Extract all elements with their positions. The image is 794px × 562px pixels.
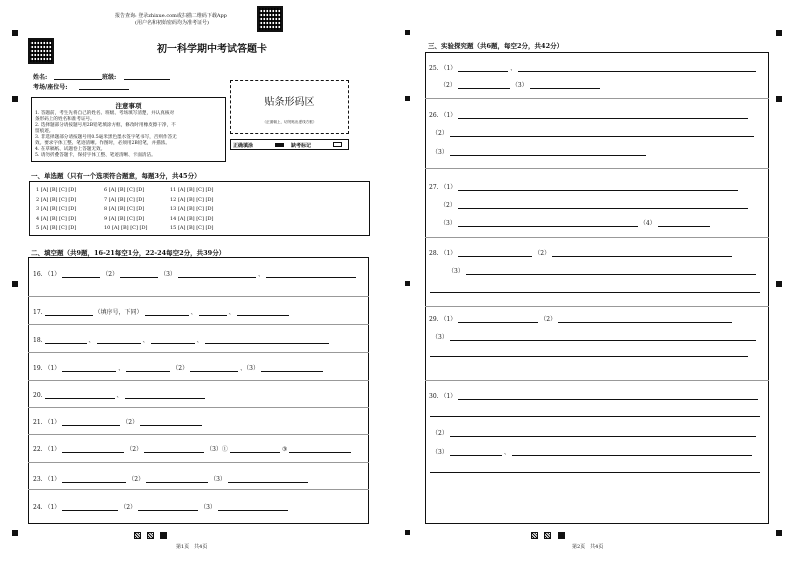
q16-part3: （3） (160, 271, 176, 278)
answer-field[interactable] (45, 391, 115, 399)
q23-label: 23. （1） (33, 476, 61, 483)
question-23 (33, 474, 310, 483)
name-label: 姓名: (33, 74, 48, 81)
answer-field[interactable] (120, 270, 158, 278)
question-17 (33, 307, 291, 316)
answer-field[interactable] (458, 201, 748, 209)
answer-field[interactable] (450, 448, 502, 456)
q18-label: 18. (33, 337, 43, 344)
q22-part2: （2） (126, 446, 143, 453)
q25-sep: 、 (510, 65, 517, 72)
answer-field[interactable] (45, 308, 93, 316)
timing-box (134, 532, 141, 539)
q29-label: 29. （1） (429, 316, 457, 323)
choice-item[interactable]: 2 [A] [B] [C] [D] (36, 196, 77, 203)
report-query-text: 报告查询: 登录zhixue.com或扫描二维码下载App (115, 13, 227, 19)
notice-line: 留痕迹。 (35, 129, 54, 134)
answer-field[interactable] (289, 445, 351, 453)
answer-field[interactable] (178, 270, 256, 278)
notice-line: 效。要求字体工整、笔迹清晰。作图时，必须用2B铅笔，并描浓。 (35, 141, 170, 146)
answer-field[interactable] (62, 475, 126, 483)
question-30-b (432, 428, 758, 437)
timing-mark (12, 96, 18, 102)
q20-label: 20. (33, 392, 43, 399)
question-25 (429, 63, 758, 72)
answer-line[interactable] (430, 292, 760, 293)
q18-sep: 、 (88, 337, 95, 344)
question-28 (429, 248, 734, 257)
answer-field[interactable] (97, 336, 141, 344)
answer-field[interactable] (62, 364, 116, 372)
notice-list (32, 110, 225, 160)
page-title: 初一科学期中考试答题卡 (157, 44, 267, 55)
q17-hint: （填序号，下同） (94, 309, 143, 316)
answer-field[interactable] (230, 445, 280, 453)
section1-title: 一、单选题（只有一个选项符合题意，每题3分，共45分） (31, 172, 201, 180)
notice-line: 2. 选择题部分请按题号用2B铅笔填涂方框，修改时用橡皮擦干净，不 (35, 123, 176, 128)
q25-label: 25. （1） (429, 65, 457, 72)
timing-box (531, 532, 538, 539)
timing-mark (405, 96, 410, 101)
q19-part3: 、（3） (240, 365, 259, 372)
q22-label: 22. （1） (33, 446, 61, 453)
q29-part3: （3） (432, 334, 448, 341)
q22-part3-3: ③ (281, 446, 288, 453)
q16-label: 16. （1） (33, 271, 61, 278)
answer-field[interactable] (450, 429, 756, 437)
answer-field[interactable] (126, 364, 170, 372)
section2-title: 二、填空题（共9题，16-21每空1分，22-24每空2分，共39分） (31, 249, 226, 257)
username-note: (用户名和初始密码均为准考证号) (135, 20, 209, 26)
answer-field[interactable] (266, 270, 356, 278)
answer-field[interactable] (237, 308, 289, 316)
answer-field[interactable] (512, 448, 752, 456)
row-divider (425, 168, 769, 169)
answer-field[interactable] (530, 81, 600, 89)
question-27-b (440, 200, 750, 209)
choice-item[interactable]: 3 [A] [B] [C] [D] (36, 206, 77, 212)
timing-box (544, 532, 551, 539)
timing-mark (776, 30, 782, 36)
q30-part3: （3） (432, 449, 448, 456)
answer-field[interactable] (458, 315, 538, 323)
answer-field[interactable] (552, 249, 732, 257)
choice-item[interactable]: 10 [A] [B] [C] [D] (104, 225, 148, 231)
q27-part4: （4） (639, 220, 656, 227)
answer-field[interactable] (458, 81, 510, 89)
row-divider (425, 237, 769, 238)
q17-label: 17. (33, 309, 43, 316)
barcode-area (230, 80, 349, 134)
section3-title: 三、实验探究题（共6题，每空2分，共42分） (428, 42, 564, 50)
filled-bubble-example (275, 143, 284, 147)
q21-part2: （2） (122, 419, 139, 426)
q19-part2: （2） (172, 365, 189, 372)
timing-mark (12, 30, 18, 36)
row-divider (425, 380, 769, 381)
question-20 (33, 390, 207, 399)
q27-label: 27. （1） (429, 184, 457, 191)
answer-field[interactable] (146, 475, 208, 483)
answer-field[interactable] (450, 333, 756, 341)
choice-item[interactable]: 14 [A] [B] [C] [D] (170, 215, 214, 222)
answer-field[interactable] (458, 111, 748, 119)
answer-field[interactable] (458, 219, 638, 227)
answer-field[interactable] (458, 183, 738, 191)
q26-part3: （3） (432, 149, 448, 156)
page-number: 第2页 共4页 (572, 544, 604, 550)
q26-part2: （2） (432, 130, 448, 137)
timing-mark (405, 530, 410, 535)
choice-item[interactable]: 11 [A] [B] [C] [D] (170, 187, 214, 193)
question-26-c (432, 147, 648, 156)
choice-item[interactable]: 6 [A] [B] [C] [D] (104, 187, 145, 193)
answer-line[interactable] (430, 356, 748, 357)
room-field[interactable] (79, 82, 129, 90)
question-28-b (448, 266, 758, 275)
q16-sep: 、 (257, 271, 264, 278)
q27-part3: （3） (440, 220, 456, 227)
q28-part2: （2） (534, 250, 551, 257)
answer-field[interactable] (138, 503, 198, 511)
choice-item[interactable]: 9 [A] [B] [C] [D] (104, 215, 145, 222)
timing-mark (405, 30, 410, 35)
q23-part2: （2） (128, 476, 145, 483)
q24-part2: （2） (120, 504, 137, 511)
answer-field[interactable] (62, 270, 100, 278)
q25-part2: （2） (440, 82, 456, 89)
choice-item[interactable]: 4 [A] [B] [C] [D] (36, 215, 77, 222)
qr-code[interactable] (28, 38, 54, 64)
answer-field[interactable] (62, 445, 124, 453)
timing-mark (776, 530, 782, 536)
q18-sep: 、 (142, 337, 149, 344)
q24-part3: （3） (200, 504, 216, 511)
fill-example-box (230, 139, 349, 150)
q27-part2: （2） (440, 202, 456, 209)
answer-field[interactable] (658, 219, 710, 227)
qr-code[interactable] (257, 6, 283, 32)
notice-line: 3. 非选择题部分请按题号用0.5毫米黑色墨水签字笔书写，否则作答无 (35, 135, 177, 140)
q19-label: 19. （1） (33, 365, 61, 372)
class-field[interactable] (124, 72, 170, 80)
q26-label: 26. （1） (429, 112, 457, 119)
q25-part3: （3） (511, 82, 528, 89)
timing-box (160, 532, 167, 539)
answer-field[interactable] (151, 336, 195, 344)
fill-example-label: 正确填涂 (233, 143, 254, 149)
answer-field[interactable] (450, 129, 754, 137)
choice-box (29, 181, 370, 236)
notice-line: 条形码上的姓名和准考证号。 (35, 117, 95, 122)
timing-box (558, 532, 565, 539)
answer-field[interactable] (458, 64, 508, 72)
page-number: 第1页 共4页 (176, 544, 208, 550)
absent-label: 缺考标记 (291, 143, 312, 149)
row-divider (28, 489, 369, 490)
name-field[interactable] (54, 72, 102, 80)
answer-field[interactable] (558, 315, 732, 323)
row-divider (425, 98, 769, 99)
answer-field[interactable] (228, 475, 308, 483)
q21-label: 21. （1） (33, 419, 61, 426)
answer-line[interactable] (430, 472, 760, 473)
question-25-b (440, 80, 602, 89)
question-21 (33, 417, 204, 426)
row-divider (28, 352, 369, 353)
q24-label: 24. （1） (33, 504, 61, 511)
row-divider (28, 324, 369, 325)
question-29-b (432, 332, 758, 341)
answer-field[interactable] (450, 148, 646, 156)
answer-field[interactable] (140, 418, 202, 426)
answer-field[interactable] (62, 418, 120, 426)
question-26-b (432, 128, 756, 137)
answer-field[interactable] (62, 503, 118, 511)
q19-sep: 、 (118, 365, 125, 372)
q22-part3: （3）① (206, 446, 228, 453)
question-22 (33, 444, 353, 453)
timing-mark (776, 281, 782, 287)
choice-item[interactable]: 15 [A] [B] [C] [D] (170, 225, 214, 231)
question-16 (33, 269, 358, 278)
answer-field[interactable] (261, 364, 323, 372)
timing-mark (776, 96, 782, 102)
choice-item[interactable]: 12 [A] [B] [C] [D] (170, 196, 214, 203)
answer-field[interactable] (190, 364, 238, 372)
timing-mark (405, 281, 410, 286)
row-divider (28, 296, 369, 297)
row-divider (425, 306, 769, 307)
answer-field[interactable] (199, 308, 227, 316)
barcode-label: 贴条形码区 (264, 97, 315, 108)
question-19 (33, 363, 325, 372)
row-divider (28, 434, 369, 435)
room-label: 考场/座位号: (33, 84, 68, 91)
notice-line: 5. 请勿折叠答题卡，保持字体工整、笔迹清晰、卡面清洁。 (35, 153, 156, 158)
q29-part2: （2） (540, 316, 557, 323)
question-27-c (440, 218, 712, 227)
q23-part3: （3） (210, 476, 226, 483)
notice-title: 注意事项 (115, 102, 142, 110)
answer-field[interactable] (205, 336, 329, 344)
answer-field[interactable] (458, 249, 532, 257)
row-divider (28, 380, 369, 381)
question-18 (33, 335, 331, 344)
class-label: 班级: (102, 74, 117, 81)
q20-sep: 、 (116, 392, 123, 399)
answer-field[interactable] (45, 336, 87, 344)
barcode-note: （正面朝上，切勿贴出虚线方框） (262, 120, 317, 124)
answer-field[interactable] (466, 267, 756, 275)
question-29 (429, 314, 734, 323)
answer-field[interactable] (458, 392, 758, 400)
choice-item[interactable]: 7 [A] [B] [C] [D] (104, 196, 145, 203)
question-26 (429, 110, 750, 119)
row-divider (28, 407, 369, 408)
row-divider (28, 462, 369, 463)
choice-item[interactable]: 13 [A] [B] [C] [D] (170, 206, 214, 212)
q18-sep: 、 (196, 337, 203, 344)
q30-part2: （2） (432, 430, 448, 437)
answer-field[interactable] (218, 503, 288, 511)
notice-line: 4. 在草稿纸、试题卷上答题无效。 (35, 147, 106, 152)
answer-field[interactable] (145, 308, 189, 316)
answer-field[interactable] (518, 64, 756, 72)
timing-box (147, 532, 154, 539)
q30-label: 30. （1） (429, 393, 457, 400)
question-24 (33, 502, 290, 511)
q28-label: 28. （1） (429, 250, 457, 257)
answer-field[interactable] (144, 445, 204, 453)
notice-line: 1. 答题前，考生先将自己的姓名、班级、考场填写清楚，并认真核对 (35, 111, 175, 116)
answer-line[interactable] (430, 416, 760, 417)
choice-item[interactable]: 5 [A] [B] [C] [D] (36, 225, 77, 231)
timing-mark (12, 281, 18, 287)
notice-box (31, 97, 226, 162)
question-27 (429, 182, 740, 191)
question-30 (429, 391, 760, 400)
q16-part2: （2） (102, 271, 119, 278)
choice-item[interactable]: 8 [A] [B] [C] [D] (104, 206, 145, 212)
answer-field[interactable] (125, 391, 205, 399)
q17-sep: 、 (190, 309, 197, 316)
q17-sep: 、 (228, 309, 235, 316)
q28-part3: （3） (448, 268, 464, 275)
question-30-c (432, 447, 754, 456)
absent-checkbox[interactable] (333, 142, 342, 147)
choice-item[interactable]: 1 [A] [B] [C] [D] (36, 187, 77, 193)
q30-sep: 、 (503, 449, 510, 456)
timing-mark (12, 530, 18, 536)
